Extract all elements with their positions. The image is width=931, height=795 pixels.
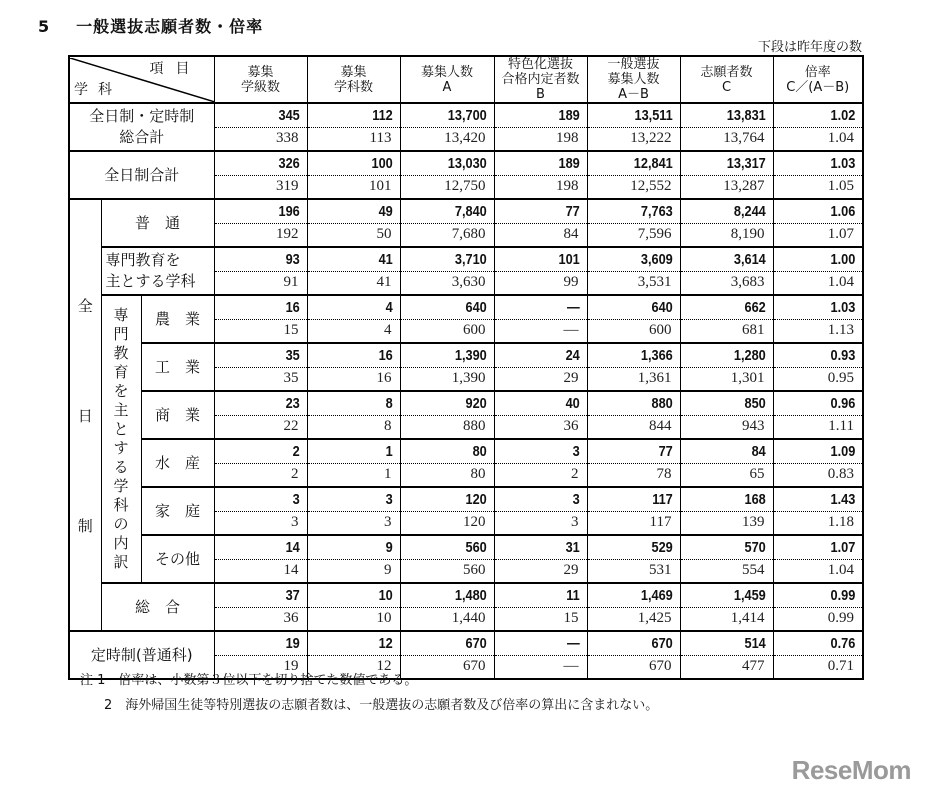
cell-current: 117 bbox=[601, 487, 680, 511]
row-label: その他 bbox=[141, 535, 214, 583]
cell-current: 10 bbox=[321, 583, 400, 607]
cell-previous: 681 bbox=[680, 319, 773, 343]
column-header bbox=[680, 56, 773, 103]
cell-current: 8,244 bbox=[694, 199, 773, 223]
cell-previous: 3 bbox=[494, 511, 587, 535]
cell-current: 23 bbox=[228, 391, 307, 415]
cell-previous: 16 bbox=[307, 367, 400, 391]
cell-current: 101 bbox=[508, 247, 587, 271]
cell-current: 12 bbox=[321, 631, 400, 655]
cell-current: 77 bbox=[601, 439, 680, 463]
cell-current: 40 bbox=[508, 391, 587, 415]
cell-previous: 117 bbox=[587, 511, 680, 535]
cell-current: 14 bbox=[228, 535, 307, 559]
cell-previous: 120 bbox=[400, 511, 494, 535]
cell-current: 1.07 bbox=[787, 535, 864, 559]
cell-current: 1,480 bbox=[414, 583, 494, 607]
cell-previous: 844 bbox=[587, 415, 680, 439]
table-row bbox=[69, 199, 863, 223]
cell-current: 326 bbox=[228, 151, 307, 175]
cell-previous: 7,680 bbox=[400, 223, 494, 247]
cell-previous: 1.07 bbox=[773, 223, 863, 247]
cell-current: 0.93 bbox=[787, 343, 864, 367]
cell-previous: 880 bbox=[400, 415, 494, 439]
column-header-line: 倍率 bbox=[804, 64, 831, 80]
cell-current: — bbox=[508, 295, 587, 319]
cell-previous: 0.95 bbox=[773, 367, 863, 391]
cell-previous: 319 bbox=[214, 175, 307, 199]
row-label: 家 庭 bbox=[141, 487, 214, 535]
cell-previous: 50 bbox=[307, 223, 400, 247]
cell-previous: 600 bbox=[400, 319, 494, 343]
row-label: 普 通 bbox=[101, 199, 214, 247]
cell-previous: 113 bbox=[307, 127, 400, 151]
cell-current: 189 bbox=[508, 151, 587, 175]
cell-current: 80 bbox=[414, 439, 494, 463]
row-label: 水 産 bbox=[141, 439, 214, 487]
cell-current: 3,710 bbox=[414, 247, 494, 271]
header-item-label: 項目 bbox=[149, 60, 202, 77]
cell-previous: 7,596 bbox=[587, 223, 680, 247]
cell-previous: 3,531 bbox=[587, 271, 680, 295]
cell-current: 1.43 bbox=[787, 487, 864, 511]
cell-current: 100 bbox=[321, 151, 400, 175]
cell-current: 514 bbox=[694, 631, 773, 655]
table-row bbox=[69, 391, 863, 415]
cell-current: 31 bbox=[508, 535, 587, 559]
group-label-senmon-uchiwake: 専 門 教 育 を 主 と す る 学 科 の 内 訳 bbox=[101, 295, 141, 583]
cell-previous: 29 bbox=[494, 559, 587, 583]
cell-previous: 198 bbox=[494, 127, 587, 151]
row-label: 全日制・定時制 総合計 bbox=[69, 103, 214, 151]
cell-previous: 1,425 bbox=[587, 607, 680, 631]
row-label: 工 業 bbox=[141, 343, 214, 391]
column-header-line: 特色化選抜 bbox=[507, 57, 573, 72]
cell-previous: 36 bbox=[214, 607, 307, 631]
notes bbox=[80, 668, 658, 718]
cell-current: 24 bbox=[508, 343, 587, 367]
column-header-line: B bbox=[536, 87, 545, 102]
cell-current: 1,459 bbox=[694, 583, 773, 607]
cell-previous: 0.99 bbox=[773, 607, 863, 631]
cell-previous: 99 bbox=[494, 271, 587, 295]
cell-previous: 943 bbox=[680, 415, 773, 439]
cell-current: 1,390 bbox=[414, 343, 494, 367]
cell-current: 77 bbox=[508, 199, 587, 223]
cell-previous: 1.11 bbox=[773, 415, 863, 439]
table-row bbox=[69, 295, 863, 319]
cell-previous: 3 bbox=[307, 511, 400, 535]
cell-previous: 1,440 bbox=[400, 607, 494, 631]
applicants-table bbox=[68, 55, 864, 680]
column-header-line: 合格内定者数 bbox=[501, 72, 580, 87]
cell-current: 1,280 bbox=[694, 343, 773, 367]
cell-previous: 3,630 bbox=[400, 271, 494, 295]
diagonal-header-cell bbox=[69, 56, 214, 103]
row-label: 全日制合計 bbox=[69, 151, 214, 199]
cell-previous: 29 bbox=[494, 367, 587, 391]
cell-current: 1.06 bbox=[787, 199, 864, 223]
cell-previous: 13,420 bbox=[400, 127, 494, 151]
cell-current: 93 bbox=[228, 247, 307, 271]
cell-previous: 139 bbox=[680, 511, 773, 535]
cell-current: 1,366 bbox=[601, 343, 680, 367]
column-header-line: 学科数 bbox=[333, 79, 373, 95]
cell-current: 0.76 bbox=[787, 631, 864, 655]
cell-current: 13,700 bbox=[414, 103, 494, 127]
column-header-line: 募集人数 bbox=[607, 72, 660, 87]
cell-current: 1.02 bbox=[787, 103, 864, 127]
cell-previous: 15 bbox=[494, 607, 587, 631]
cell-current: 1 bbox=[321, 439, 400, 463]
cell-previous: 560 bbox=[400, 559, 494, 583]
column-header-line: 募集 bbox=[247, 64, 274, 80]
group-label-zennichi: 全 日 制 bbox=[69, 199, 101, 631]
cell-current: 13,511 bbox=[601, 103, 680, 127]
column-header-line: C bbox=[721, 79, 732, 95]
cell-previous: 192 bbox=[214, 223, 307, 247]
cell-current: 7,840 bbox=[414, 199, 494, 223]
cell-previous: 670 bbox=[400, 655, 494, 679]
column-header-line: 一般選抜 bbox=[607, 57, 660, 72]
cell-previous: 338 bbox=[214, 127, 307, 151]
cell-previous: 1.05 bbox=[773, 175, 863, 199]
cell-previous: 14 bbox=[214, 559, 307, 583]
cell-previous: 600 bbox=[587, 319, 680, 343]
cell-previous: 1.04 bbox=[773, 127, 863, 151]
cell-current: 0.99 bbox=[787, 583, 864, 607]
cell-previous: 2 bbox=[494, 463, 587, 487]
cell-current: 670 bbox=[601, 631, 680, 655]
cell-current: 12,841 bbox=[601, 151, 680, 175]
cell-current: 0.96 bbox=[787, 391, 864, 415]
cell-previous: 13,287 bbox=[680, 175, 773, 199]
cell-previous: 1.18 bbox=[773, 511, 863, 535]
cell-current: 662 bbox=[694, 295, 773, 319]
cell-previous: 0.83 bbox=[773, 463, 863, 487]
cell-current: 850 bbox=[694, 391, 773, 415]
row-label: 総 合 bbox=[101, 583, 214, 631]
table-row bbox=[69, 343, 863, 367]
cell-previous: 15 bbox=[214, 319, 307, 343]
cell-current: 11 bbox=[508, 583, 587, 607]
note-2: 2 海外帰国生徒等特別選抜の志願者数は、一般選抜の志願者数及び倍率の算出に含まれない。 bbox=[104, 698, 659, 713]
cell-current: 3 bbox=[508, 487, 587, 511]
cell-current: 84 bbox=[694, 439, 773, 463]
cell-previous: 13,222 bbox=[587, 127, 680, 151]
cell-current: 13,831 bbox=[694, 103, 773, 127]
column-header-line: 募集 bbox=[340, 64, 367, 80]
row-label: 定時制(普通科) bbox=[69, 631, 214, 679]
cell-current: 640 bbox=[601, 295, 680, 319]
cell-previous: 554 bbox=[680, 559, 773, 583]
column-header-line: C／(A－B) bbox=[786, 79, 850, 95]
table-subnote: 下段は昨年度の数 bbox=[757, 40, 862, 55]
cell-previous: 8 bbox=[307, 415, 400, 439]
column-header bbox=[400, 56, 494, 103]
cell-current: 670 bbox=[414, 631, 494, 655]
cell-previous: 101 bbox=[307, 175, 400, 199]
cell-previous: 91 bbox=[214, 271, 307, 295]
cell-current: 640 bbox=[414, 295, 494, 319]
table-row bbox=[69, 631, 863, 655]
cell-current: 3 bbox=[321, 487, 400, 511]
cell-previous: 3,683 bbox=[680, 271, 773, 295]
column-header bbox=[307, 56, 400, 103]
cell-current: 1.03 bbox=[787, 151, 864, 175]
column-header-line: 募集人数 bbox=[420, 64, 473, 80]
cell-current: 112 bbox=[321, 103, 400, 127]
row-label: 商 業 bbox=[141, 391, 214, 439]
column-header bbox=[587, 56, 680, 103]
table-row bbox=[69, 487, 863, 511]
cell-current: 189 bbox=[508, 103, 587, 127]
cell-current: 8 bbox=[321, 391, 400, 415]
cell-previous: 12,552 bbox=[587, 175, 680, 199]
cell-current: 1.00 bbox=[787, 247, 864, 271]
cell-current: 37 bbox=[228, 583, 307, 607]
cell-previous: 10 bbox=[307, 607, 400, 631]
cell-previous: 36 bbox=[494, 415, 587, 439]
cell-current: 3 bbox=[508, 439, 587, 463]
cell-previous: 3 bbox=[214, 511, 307, 535]
column-header bbox=[773, 56, 863, 103]
column-header-line: 志願者数 bbox=[700, 64, 753, 80]
cell-current: — bbox=[508, 631, 587, 655]
cell-previous: 1 bbox=[307, 463, 400, 487]
cell-previous: 1.04 bbox=[773, 271, 863, 295]
cell-current: 120 bbox=[414, 487, 494, 511]
cell-previous: 1,414 bbox=[680, 607, 773, 631]
table-row bbox=[69, 103, 863, 127]
page-title: 5 一般選抜志願者数・倍率 bbox=[38, 17, 264, 36]
cell-previous: 670 bbox=[587, 655, 680, 679]
column-header bbox=[494, 56, 587, 103]
cell-current: 13,317 bbox=[694, 151, 773, 175]
cell-previous: 65 bbox=[680, 463, 773, 487]
column-header-line: A－B bbox=[618, 87, 649, 102]
column-header-line: A bbox=[442, 79, 452, 95]
row-label: 専門教育を 主とする学科 bbox=[101, 247, 214, 295]
cell-current: 529 bbox=[601, 535, 680, 559]
cell-current: 3,614 bbox=[694, 247, 773, 271]
row-label: 農 業 bbox=[141, 295, 214, 343]
cell-previous: 84 bbox=[494, 223, 587, 247]
cell-current: 3,609 bbox=[601, 247, 680, 271]
cell-previous: 12 bbox=[307, 655, 400, 679]
cell-previous: 2 bbox=[214, 463, 307, 487]
cell-current: 1.09 bbox=[787, 439, 864, 463]
cell-current: 13,030 bbox=[414, 151, 494, 175]
cell-previous: 1.13 bbox=[773, 319, 863, 343]
cell-current: 19 bbox=[228, 631, 307, 655]
column-header-line: 学級数 bbox=[240, 79, 280, 95]
cell-previous: 12,750 bbox=[400, 175, 494, 199]
cell-current: 16 bbox=[321, 343, 400, 367]
cell-previous: 78 bbox=[587, 463, 680, 487]
cell-current: 4 bbox=[321, 295, 400, 319]
cell-previous: 531 bbox=[587, 559, 680, 583]
cell-current: 9 bbox=[321, 535, 400, 559]
cell-previous: 41 bbox=[307, 271, 400, 295]
resemom-watermark-logo: ReseMom bbox=[791, 755, 911, 785]
table-row bbox=[69, 151, 863, 175]
cell-current: 1,469 bbox=[601, 583, 680, 607]
note-1: 注 1 倍率は、小数第３位以下を切り捨てた数値である。 bbox=[80, 673, 418, 688]
cell-current: 196 bbox=[228, 199, 307, 223]
cell-previous: 4 bbox=[307, 319, 400, 343]
cell-previous: 1.04 bbox=[773, 559, 863, 583]
cell-current: 168 bbox=[694, 487, 773, 511]
cell-current: 35 bbox=[228, 343, 307, 367]
cell-current: 7,763 bbox=[601, 199, 680, 223]
cell-previous: 80 bbox=[400, 463, 494, 487]
cell-previous: — bbox=[494, 655, 587, 679]
cell-current: 2 bbox=[228, 439, 307, 463]
cell-current: 1.03 bbox=[787, 295, 864, 319]
cell-previous: 13,764 bbox=[680, 127, 773, 151]
table-row bbox=[69, 535, 863, 559]
cell-current: 3 bbox=[228, 487, 307, 511]
cell-current: 41 bbox=[321, 247, 400, 271]
cell-previous: 35 bbox=[214, 367, 307, 391]
table-row bbox=[69, 583, 863, 607]
cell-previous: 9 bbox=[307, 559, 400, 583]
table-row bbox=[69, 247, 863, 271]
cell-previous: 22 bbox=[214, 415, 307, 439]
cell-previous: 477 bbox=[680, 655, 773, 679]
cell-previous: 198 bbox=[494, 175, 587, 199]
cell-previous: — bbox=[494, 319, 587, 343]
cell-current: 16 bbox=[228, 295, 307, 319]
cell-current: 880 bbox=[601, 391, 680, 415]
cell-previous: 19 bbox=[214, 655, 307, 679]
cell-current: 920 bbox=[414, 391, 494, 415]
column-header bbox=[214, 56, 307, 103]
cell-current: 49 bbox=[321, 199, 400, 223]
cell-previous: 1,390 bbox=[400, 367, 494, 391]
cell-current: 345 bbox=[228, 103, 307, 127]
cell-current: 560 bbox=[414, 535, 494, 559]
cell-previous: 1,301 bbox=[680, 367, 773, 391]
cell-previous: 8,190 bbox=[680, 223, 773, 247]
cell-previous: 0.71 bbox=[773, 655, 863, 679]
cell-current: 570 bbox=[694, 535, 773, 559]
cell-previous: 1,361 bbox=[587, 367, 680, 391]
header-subject-label: 学科 bbox=[74, 81, 122, 98]
table-row bbox=[69, 439, 863, 463]
